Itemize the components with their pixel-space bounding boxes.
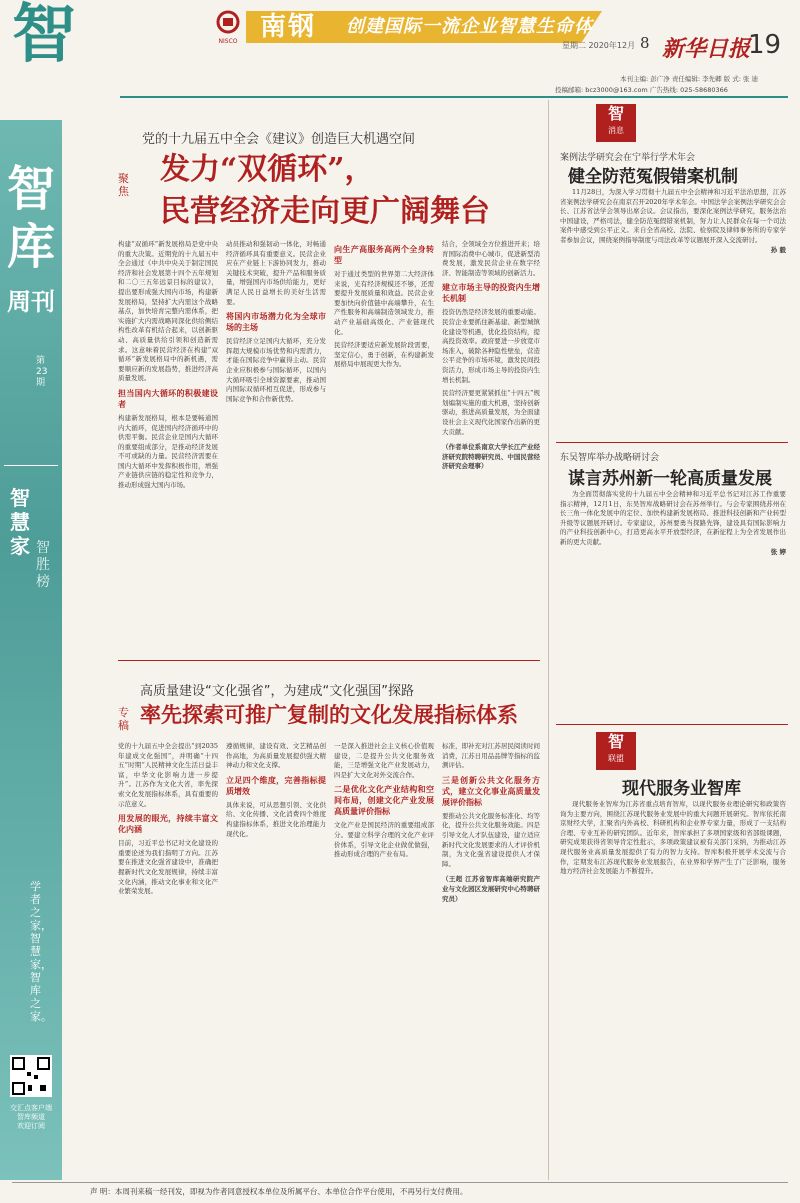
article2-col1-body: 目前，习近平总书记对文化建设的重要论述为我们指明了方向。江苏要在推进文化强省建设中，准确把握新时代文化发展规律，持续丰富文化内涵，推动文化事业和文化产业繁荣发展。 bbox=[118, 839, 218, 896]
vertical-quote: 学者之家，智慧家，智库之家。 bbox=[30, 880, 52, 1023]
issue-number: 第23期 bbox=[36, 356, 48, 388]
article2-col4-body: 要推动公共文化服务标准化、均等化，提升公共文化服务效能。四是引导文化人才队伍建设，建立适应新时代文化发展要求的人才评价机制，为文化强省建设提供人才保障。 bbox=[442, 811, 540, 868]
news3-title: 现代服务业智库 bbox=[622, 779, 741, 799]
section-label-2: 智胜榜 bbox=[36, 540, 50, 590]
article2-subtitle: 高质量建设“文化强省”，为建成“文化强国”探路 bbox=[140, 684, 414, 699]
article1-col4-body: 投资仍然是经济发展的重要动能。民营企业要抓住新基建、新型城镇化建设等机遇，优化投资结构，提高投资效率。政府要进一步放宽市场准入，破除各种隐性壁垒，营造公平竞争的市场环境，激发民间投资活力，形成市场主导的投资内生增长机制。 bbox=[442, 308, 540, 384]
nisco-logo bbox=[214, 10, 242, 45]
date-line: 星期二 2020年12月 bbox=[562, 41, 636, 50]
credits: 本刊主编: 彭广净 责任编辑: 李先卿 版 式: 张 迪 bbox=[620, 75, 759, 83]
article2-kicker: 专稿 bbox=[118, 706, 129, 732]
banner-slogan: 创建国际一流企业智慧生命体 bbox=[346, 16, 593, 37]
article2-column-4 bbox=[442, 742, 540, 1170]
news1-title: 健全防范冤假错案机制 bbox=[568, 167, 738, 187]
masthead-char: 智 bbox=[12, 0, 76, 72]
news1-title-small: 案例法学研究会在宁举行学术年会 bbox=[560, 153, 696, 163]
article2-col3-text: 一是深入推进社会主义核心价值观建设，二是提升公共文化服务效能，三是增强文化产业发展动力，四是扩大文化对外交流合作。 bbox=[334, 742, 434, 779]
article1-col4-closing: 民营经济要更紧紧抓住“十四五”规划编制实施的重大机遇，坚持创新驱动，推进高质量发展，为全面建设社会主义现代化国家作出新的更大贡献。 bbox=[442, 389, 540, 436]
banner-title: 南钢 bbox=[260, 12, 317, 42]
news1-body bbox=[560, 188, 786, 428]
article1-kicker: 聚焦 bbox=[118, 172, 129, 198]
weekly-label: 周刊 bbox=[7, 288, 55, 316]
article1-col3-subhead: 向生产高服务高两个全身转型 bbox=[334, 245, 434, 265]
article1-col2-subhead: 将国内市场潜力化为全球市场的主场 bbox=[226, 312, 326, 333]
news2-title: 谋言苏州新一轮高质量发展 bbox=[568, 469, 772, 489]
article1-col2-body: 民营经济立足国内大循环，充分发挥超大规模市场优势和内需潜力，才能在国际竞争中赢得主动。民营企业应积极参与国际循环，以国内大循环吸引全球资源要素，推动国内国际双循环相互促进，形成参与国际竞争和合作新优势。 bbox=[226, 337, 326, 403]
article1-subtitle: 党的十九届五中全会《建议》创造巨大机遇空间 bbox=[142, 132, 416, 147]
article1-title-line2: 民营经济走向更广阔舞台 bbox=[160, 194, 490, 229]
article2-column-3 bbox=[334, 742, 434, 1170]
news3-body-text: 现代服务业智库为江苏省重点培育智库，以现代服务业理论研究和政策咨询为主要方向，围绕江苏现代服务业发展中的重大问题开展研究。智库依托南京财经大学，汇聚省内外高校、科研机构和企业界专家力量，形成了一支结构合理、专业互补的研究团队。近年来，智库承担了多项国家级和省部级课题，研究成果获得省领导肯定性批示，多项政策建议被有关部门采纳，为推动江苏现代服务业高质量发展提供了有力的智力支持。智库积极开展学术交流与合作，定期发布江苏现代服务业发展报告，在业界和学界产生了广泛影响，服务地方经济社会发展能力不断提升。 bbox=[560, 800, 786, 876]
tag-news: 智 消息 bbox=[596, 104, 636, 142]
article1-col2-text: 动员推动和强韧动一体化，对畅通经济循环具有重要意义。民营企业应在产业链上下游协同发力，推动关键技术突破，提升产品和服务质量，增强国内市场供给能力，更好满足人民日益增长的美好生活需要。 bbox=[226, 240, 326, 306]
article1-column-1 bbox=[118, 240, 218, 650]
article1-col1-subhead: 担当国内大循环的积极建设者 bbox=[118, 388, 218, 409]
footer-notice: 声 明：本周刊来稿一经刊发，即视为作者同意授权本单位及所属平台、本单位合作平台使用，不再另行支付费用。 bbox=[90, 1187, 468, 1196]
article1-column-2 bbox=[226, 240, 326, 650]
article2-title: 率先探索可推广复制的文化发展指标体系 bbox=[140, 702, 518, 727]
article2-column-2 bbox=[226, 742, 326, 1170]
article2-col2-body: 具体来说，可从思想引领、文化供给、文化传播、文化消费四个维度构建指标体系，推进文化治理能力现代化。 bbox=[226, 800, 326, 838]
article1-author: （作者单位系南京大学长江产业经济研究院特聘研究员、中国民营经济研究会理事） bbox=[442, 443, 540, 471]
qr-caption: 交汇点客户端 智库频道 欢迎订阅 bbox=[10, 1104, 52, 1130]
article1-col3-text: 对于通过类型的世界第二大经济体来说，光有经济规模还不够，还需要提升发展质量和效益。民营企业要加快向价值链中高端攀升，在生产性服务和高端制造领域发力，推动产业基础高级化、产业链现代化。 bbox=[334, 270, 434, 336]
article1-col1-body: 构建新发展格局，根本是要畅通国内大循环，促进国内经济循环中的供需平衡。民营企业是国内大循环的重要组成部分，是推动经济发展不可或缺的力量。民营经济需要在国内大循环中发挥积极作用，增强产业链供应链的稳定性和竞争力，推动形成强大国内市场。 bbox=[118, 413, 218, 490]
article1-column-3 bbox=[334, 240, 434, 650]
article1-col1-text: 构建“双循环”新发展格局是党中央的重大决策。近期党的十九届五中全会通过《中共中央关于制定国民经济和社会发展第十四个五年规划和二〇三五年远景目标的建议》，提出要形成强大国内市场，构建新发展格局，坚持扩大内需这个战略基点，加快培育完整内需体系，把实施扩大内需战略同深化供给侧结构性改革有机结合起来，以创新驱动、高质量供给引领和创造新需求。这意味着民营经济在构建“双循环”新发展格局中的新机遇，需要顺应新的发展趋势，推进经济高质量发展。 bbox=[118, 240, 218, 383]
nisco-logo-icon bbox=[214, 10, 242, 38]
article2-col3-body: 文化产业是国民经济的重要组成部分。要建立科学合理的文化产业评价体系，引导文化企业做优做强，推动形成合理的产业布局。 bbox=[334, 821, 434, 859]
news2-body bbox=[560, 490, 786, 720]
qr-code bbox=[10, 1055, 52, 1097]
nisco-text: NISCO bbox=[218, 38, 238, 45]
day-number: 8 bbox=[640, 34, 650, 52]
article1-title-line1: 发力“双循环”， bbox=[160, 152, 375, 187]
news2-byline: 张 婷 bbox=[770, 547, 786, 556]
article2-col4-text: 标准，即补充对江苏居民阅读时间消费，江苏日用品品牌等指标的监测评估。 bbox=[442, 742, 540, 770]
tag-alliance: 智 联盟 bbox=[596, 732, 636, 770]
article1-col3-body: 民营经济要适应新发展阶段需要，坚定信心，勇于创新，在构建新发展格局中展现更大作为。 bbox=[334, 341, 434, 369]
paper-name: 新华日报 bbox=[662, 36, 751, 62]
news3-body bbox=[560, 800, 786, 1170]
article2-col2-text: 遵循规律，建设有效、文艺精品创作高地，为高质量发展提供强大精神动力和文化支撑。 bbox=[226, 742, 326, 770]
qr-code-icon bbox=[10, 1055, 52, 1097]
article2-col2-subhead: 立足四个维度，完善指标提质增效 bbox=[226, 775, 326, 796]
article1-col4-subhead: 建立市场主导的投资内生增长机制 bbox=[442, 283, 540, 304]
article1-col4-text: 结合，全领域全方位推进开来；培育国际消费中心城市，促进新型消费发展，激发民营企业在数字经济、智能制造等领域的创新活力。 bbox=[442, 240, 540, 277]
article2-col1-text: 党的十九届五中全会提出“到2035年建成文化强国”，并明确“十四五”时期“人民精神文化生活日益丰富，中华文化影响力进一步提升”。江苏作为文化大省，率先探索文化发展指标体系，具有重要的示范意义。 bbox=[118, 742, 218, 808]
news2-body-text: 为全面贯彻落实党的十九届五中全会精神和习近平总书记对江苏工作重要指示精神，12月1日，东吴智库战略研讨会在苏州举行。与会专家围绕苏州在长三角一体化发展中的定位、加快构建新发展格局、推进科技创新和产业转型升级等议题展开研讨。专家建议，苏州要勇当探路先锋，建设具有国际影响力的产业科技创新中心，打造更高水平开放型经济，在新征程上为全省发展作出新的更大贡献。 bbox=[560, 490, 786, 546]
article1-column-4 bbox=[442, 240, 540, 650]
page-number: 19 bbox=[748, 30, 782, 60]
contact: 投稿邮箱: bcz3000@163.com 广告热线: 025-58680366 bbox=[555, 86, 728, 94]
article2-col1-subhead: 用发展的眼光，持续丰富文化内涵 bbox=[118, 814, 218, 835]
news2-title-small: 东吴智库举办战略研讨会 bbox=[560, 453, 660, 463]
weekly-big-char: 智库 bbox=[6, 161, 55, 275]
article2-col4-subhead: 三是创新公共文化服务方式，建立文化事业高质量发展评价指标 bbox=[442, 775, 540, 807]
news1-body-text: 11月28日，为深入学习贯彻十九届五中全会精神和习近平法治思想，江苏省案例法学研究会在南京召开2020年学术年会。中国法学会案例法学研究会会长、江苏省法学会领导出席会议。会议指出，要深化案例法学研究，服务法治中国建设，严格司法，健全防范冤假错案机制，努力让人民群众在每一个司法案件中感受到公平正义。来自全省高校、法院、检察院及律师事务所的专家学者参加会议，围绕案例指导制度与司法改革等议题展开深入交流研讨。 bbox=[560, 188, 786, 244]
left-column bbox=[0, 120, 62, 1180]
article2-author: （王超 江苏省智库高端研究院产业与文化园区发展研究中心特聘研究员） bbox=[442, 875, 540, 903]
news1-byline: 孙 毅 bbox=[770, 245, 786, 254]
article2-column-1 bbox=[118, 742, 218, 1170]
section-label: 智慧家 bbox=[10, 486, 30, 558]
article2-col3-subhead: 二是优化文化产业结构和空间布局，创建文化产业发展高质量评价指标 bbox=[334, 785, 434, 817]
